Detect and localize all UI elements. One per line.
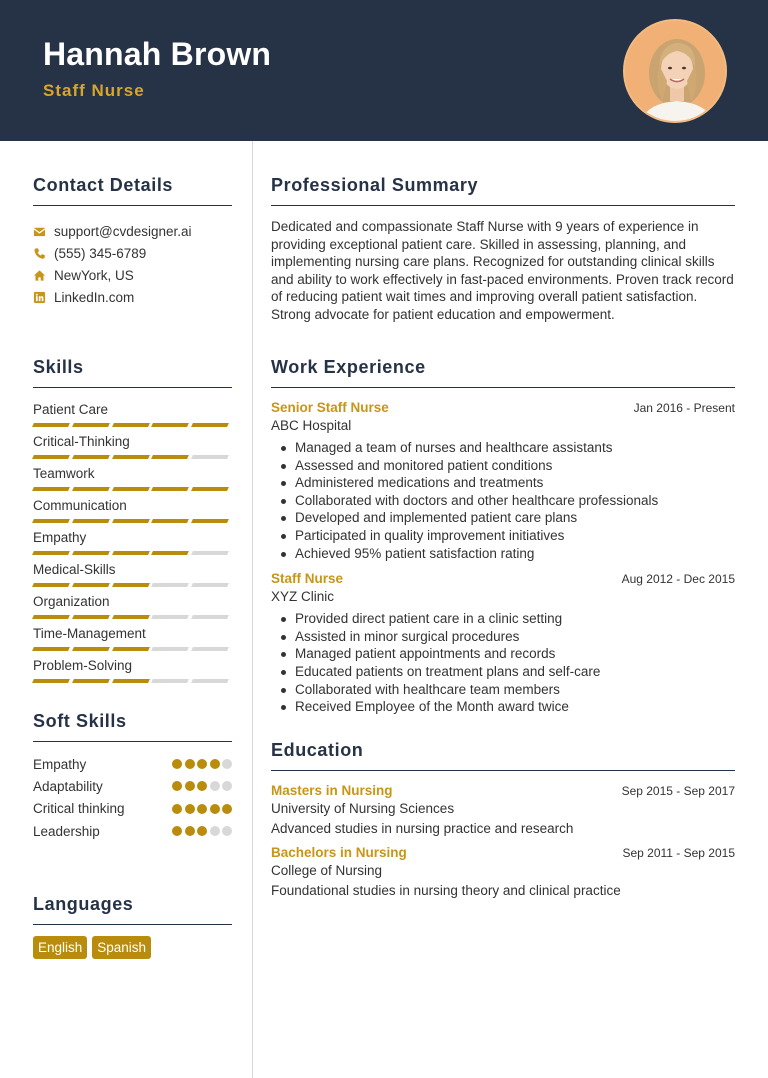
job-title: Senior Staff Nurse: [271, 400, 389, 415]
education-entry: [271, 783, 735, 836]
job-duties: [271, 610, 735, 716]
soft-skill-item: [33, 753, 232, 775]
education-heading: Education: [271, 740, 735, 771]
rating-dot: [185, 804, 195, 814]
soft-skills-list: [33, 753, 232, 842]
contact-phone: [33, 242, 232, 264]
skill-item: [33, 528, 232, 560]
skills-list: [33, 400, 232, 688]
skill-item: [33, 560, 232, 592]
skill-item: [33, 496, 232, 528]
skill-level-segment: [191, 615, 229, 619]
soft-skill-rating: [170, 804, 233, 814]
skill-level-bar: [33, 583, 232, 587]
soft-skill-rating: [170, 826, 233, 836]
skill-name: Medical-Skills: [33, 562, 116, 577]
experience-heading: Work Experience: [271, 357, 735, 388]
contact-email: [33, 220, 232, 242]
skill-level-segment: [112, 679, 150, 683]
soft-skill-rating: [170, 781, 233, 791]
skill-level-segment: [72, 551, 110, 555]
envelope-icon: [33, 225, 46, 238]
skill-name: Problem-Solving: [33, 658, 133, 673]
contact-heading: Contact Details: [33, 175, 232, 206]
skill-level-segment: [191, 583, 229, 587]
rating-dot: [210, 826, 220, 836]
skill-level-segment: [151, 647, 189, 651]
skill-level-bar: [33, 487, 232, 491]
job-date: Jan 2016 - Present: [633, 401, 735, 415]
rating-dot: [210, 781, 220, 791]
skill-level-segment: [151, 455, 189, 459]
skill-level-segment: [151, 519, 189, 523]
degree-date: Sep 2011 - Sep 2015: [622, 846, 735, 860]
skill-level-segment: [32, 423, 70, 427]
skill-level-segment: [32, 583, 70, 587]
contact-linkedin-text: LinkedIn.com: [54, 289, 135, 305]
profile-photo-image: [625, 21, 727, 123]
degree-date: Sep 2015 - Sep 2017: [621, 784, 735, 798]
language-badge: Spanish: [92, 936, 151, 959]
contact-phone-text: (555) 345-6789: [54, 245, 147, 261]
skill-item: [33, 656, 232, 688]
soft-skill-name: Critical thinking: [33, 801, 125, 817]
skill-level-segment: [151, 423, 189, 427]
education-entry: [271, 845, 735, 898]
job-organization: ABC Hospital: [271, 418, 352, 433]
rating-dot: [185, 759, 195, 769]
skill-level-segment: [191, 647, 229, 651]
skill-level-segment: [32, 615, 70, 619]
job-duty: Received Employee of the Month award twice: [271, 698, 735, 716]
skill-level-segment: [72, 679, 110, 683]
skill-level-bar: [33, 455, 232, 459]
skill-level-segment: [151, 615, 189, 619]
skill-level-segment: [32, 487, 70, 491]
skill-item: [33, 400, 232, 432]
skill-name: Critical-Thinking: [33, 434, 130, 449]
phone-icon: [33, 247, 46, 260]
rating-dot: [185, 826, 195, 836]
contact-location-text: NewYork, US: [54, 267, 134, 283]
summary-heading: Professional Summary: [271, 175, 735, 206]
rating-dot: [197, 804, 207, 814]
skill-level-segment: [72, 647, 110, 651]
rating-dot: [210, 804, 220, 814]
job-entry: [271, 400, 735, 562]
degree-title: Masters in Nursing: [271, 783, 393, 798]
rating-dot: [197, 759, 207, 769]
job-duty: Achieved 95% patient satisfaction rating: [271, 545, 735, 563]
skill-level-segment: [32, 679, 70, 683]
summary-section: [271, 175, 735, 324]
skill-name: Organization: [33, 594, 110, 609]
school-name: College of Nursing: [271, 863, 383, 878]
skill-item: [33, 464, 232, 496]
skill-level-segment: [32, 551, 70, 555]
contact-email-text: support@cvdesigner.ai: [54, 223, 192, 239]
soft-skill-item: [33, 775, 232, 797]
skill-level-bar: [33, 423, 232, 427]
skill-level-segment: [112, 551, 150, 555]
rating-dot: [222, 826, 232, 836]
skill-name: Empathy: [33, 530, 87, 545]
rating-dot: [197, 826, 207, 836]
skill-name: Patient Care: [33, 402, 109, 417]
skills-section: [33, 357, 232, 688]
skill-item: [33, 624, 232, 656]
job-duty: Provided direct patient care in a clinic setting: [271, 610, 735, 628]
skill-level-segment: [72, 519, 110, 523]
soft-skill-name: Adaptability: [33, 778, 103, 794]
job-entry: [271, 571, 735, 716]
job-duty: Assisted in minor surgical procedures: [271, 628, 735, 646]
rating-dot: [222, 781, 232, 791]
linkedin-icon: [33, 291, 46, 304]
skill-level-segment: [72, 487, 110, 491]
degree-description: Foundational studies in nursing theory and clinical practice: [271, 883, 621, 898]
rating-dot: [210, 759, 220, 769]
skill-level-segment: [72, 615, 110, 619]
soft-skill-name: Empathy: [33, 756, 87, 772]
skill-name: Communication: [33, 498, 127, 513]
skill-level-segment: [112, 615, 150, 619]
language-badge: English: [33, 936, 87, 959]
job-duty: Administered medications and treatments: [271, 474, 735, 492]
degree-title: Bachelors in Nursing: [271, 845, 407, 860]
skill-level-segment: [151, 487, 189, 491]
job-duty: Managed patient appointments and records: [271, 645, 735, 663]
skill-level-segment: [151, 551, 189, 555]
skill-level-segment: [151, 583, 189, 587]
job-date: Aug 2012 - Dec 2015: [621, 572, 735, 587]
rating-dot: [172, 826, 182, 836]
candidate-name: Hannah Brown: [43, 36, 272, 72]
profile-photo: [623, 19, 727, 123]
skill-level-segment: [151, 679, 189, 683]
skill-name: Time-Management: [33, 626, 146, 641]
skill-level-segment: [191, 519, 229, 523]
skill-item: [33, 432, 232, 464]
languages-list: [33, 936, 232, 959]
skill-level-bar: [33, 679, 232, 683]
rating-dot: [172, 759, 182, 769]
summary-text: Dedicated and compassionate Staff Nurse with 9 years of experience in providing exceptional patient care. Skilled in assessing, planning, and implementing nursing care plans. Recognized for outstanding clinical skills and ability to work effectively in fast-paced environments. Proven track record of reducing patient wait times and improving overall patient satisfaction. Strong advocate for patient education and empowerment.: [271, 219, 734, 322]
column-divider: [252, 141, 253, 1078]
job-duty: Participated in quality improvement initiatives: [271, 527, 735, 545]
rating-dot: [172, 804, 182, 814]
soft-skill-item: [33, 798, 232, 820]
skill-level-segment: [72, 583, 110, 587]
skill-level-segment: [32, 519, 70, 523]
job-duty: Collaborated with doctors and other healthcare professionals: [271, 492, 735, 510]
skills-heading: Skills: [33, 357, 232, 388]
skill-level-segment: [191, 423, 229, 427]
header-banner: [0, 0, 768, 141]
skill-level-segment: [112, 423, 150, 427]
skill-level-segment: [32, 455, 70, 459]
job-title: Staff Nurse: [271, 571, 344, 587]
skill-level-segment: [112, 487, 150, 491]
degree-description: Advanced studies in nursing practice and research: [271, 821, 574, 836]
contact-section: [33, 175, 232, 308]
skill-level-bar: [33, 615, 232, 619]
soft-skills-section: [33, 711, 232, 842]
skill-level-segment: [112, 455, 150, 459]
home-icon: [33, 269, 46, 282]
skill-level-segment: [191, 487, 229, 491]
soft-skills-heading: Soft Skills: [33, 711, 232, 742]
soft-skill-rating: [170, 759, 233, 769]
job-duty: Collaborated with healthcare team members: [271, 681, 735, 699]
skill-level-bar: [33, 551, 232, 555]
job-duty: Developed and implemented patient care plans: [271, 509, 735, 527]
rating-dot: [197, 781, 207, 791]
skill-level-segment: [112, 583, 150, 587]
skill-level-segment: [112, 519, 150, 523]
languages-heading: Languages: [33, 894, 232, 925]
languages-section: [33, 894, 232, 959]
job-duty: Managed a team of nurses and healthcare assistants: [271, 439, 735, 457]
skill-level-segment: [191, 679, 229, 683]
job-duties: [271, 439, 735, 562]
skill-item: [33, 592, 232, 624]
job-duty: Assessed and monitored patient conditions: [271, 457, 735, 475]
education-section: [271, 740, 735, 898]
skill-level-segment: [191, 455, 229, 459]
job-organization: XYZ Clinic: [271, 589, 335, 605]
school-name: University of Nursing Sciences: [271, 801, 455, 816]
rating-dot: [222, 804, 232, 814]
soft-skill-item: [33, 820, 232, 842]
skill-level-segment: [72, 423, 110, 427]
contact-linkedin: [33, 286, 232, 308]
skill-level-bar: [33, 519, 232, 523]
skill-level-segment: [112, 647, 150, 651]
soft-skill-name: Leadership: [33, 823, 100, 839]
experience-section: [271, 357, 735, 716]
skill-level-segment: [72, 455, 110, 459]
candidate-title: Staff Nurse: [43, 81, 145, 100]
skill-name: Teamwork: [33, 466, 95, 481]
rating-dot: [185, 781, 195, 791]
skill-level-segment: [32, 647, 70, 651]
skill-level-bar: [33, 647, 232, 651]
job-duty: Educated patients on treatment plans and self-care: [271, 663, 735, 681]
rating-dot: [172, 781, 182, 791]
skill-level-segment: [191, 551, 229, 555]
rating-dot: [222, 759, 232, 769]
contact-location: [33, 264, 232, 286]
contact-list: [33, 220, 232, 308]
